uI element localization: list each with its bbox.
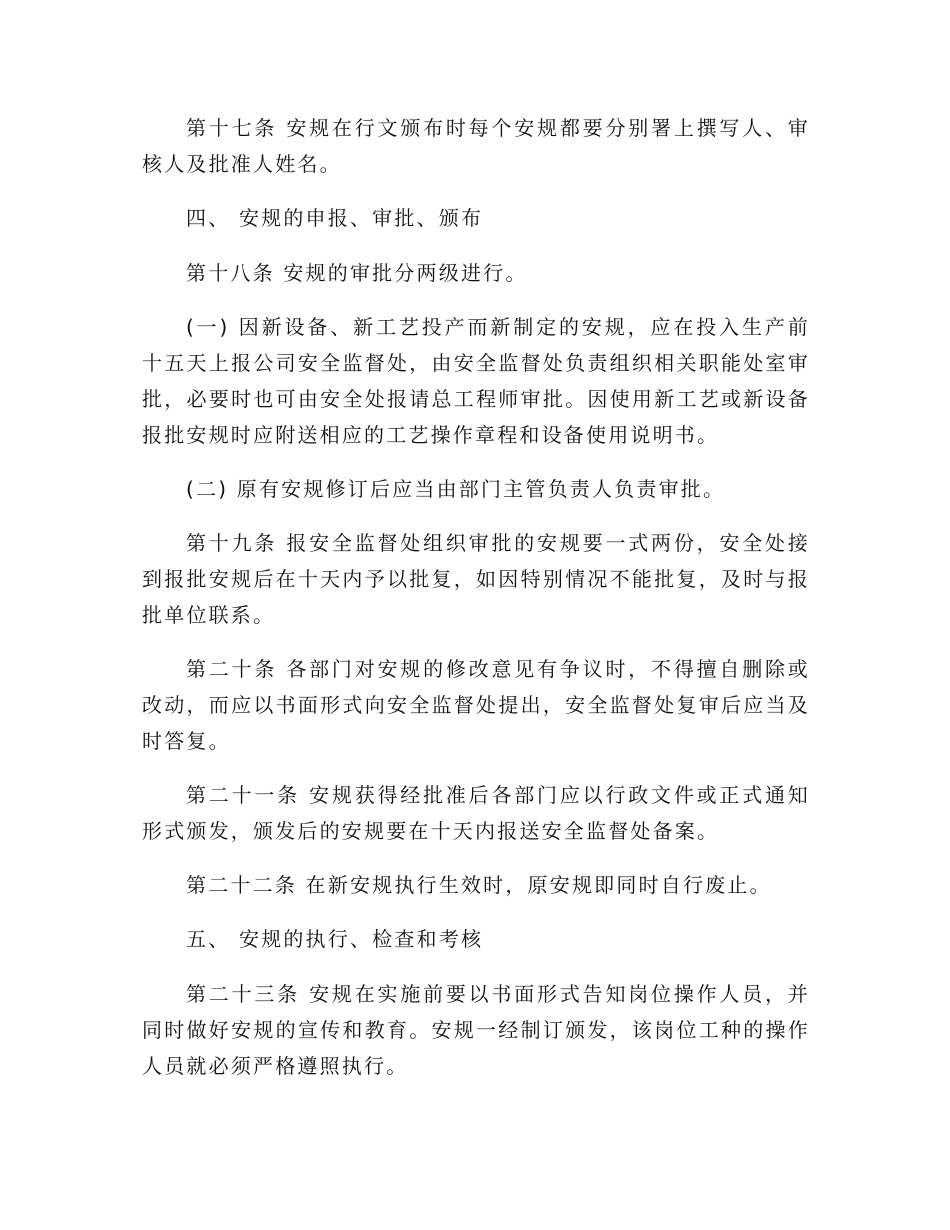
article-18-item-1-paragraph: (一) 因新设备、新工艺投产而新制定的安规，应在投入生产前十五天上报公司安全监督处，由安全监督处负责组织相关职能处室审批，必要时也可由安全处报请总工程师审批。因使用新工艺或新设备报批安规时应附送相应的工艺操作章程和设备使用说明书。 [142, 315, 810, 447]
article-23-paragraph: 第二十三条 安规在实施前要以书面形式告知岗位操作人员，并同时做好安规的宣传和教育。安规一经制订颁发，该岗位工种的操作人员就必须严格遵照执行。 [142, 982, 810, 1078]
article-18-paragraph: 第十八条 安规的审批分两级进行。 [186, 261, 528, 285]
article-21-paragraph: 第二十一条 安规获得经批准后各部门应以行政文件或正式通知形式颁发，颁发后的安规要在十天内报送安全监督处备案。 [142, 783, 810, 843]
article-18-item-2-paragraph: (二) 原有安规修订后应当由部门主管负责人负责审批。 [186, 477, 726, 501]
article-19-paragraph: 第十九条 报安全监督处组织审批的安规要一式两份，安全处接到报批安规后在十天内予以批复，如因特别情况不能批复，及时与报批单位联系。 [142, 531, 810, 627]
section-5-heading: 五、 安规的执行、检查和考核 [186, 927, 484, 951]
article-22-paragraph: 第二十二条 在新安规执行生效时，原安规即同时自行废止。 [186, 873, 772, 897]
article-20-paragraph: 第二十条 各部门对安规的修改意见有争议时，不得擅自删除或改动，而应以书面形式向安全监督处提出，安全监督处复审后应当及时答复。 [142, 657, 810, 753]
article-17-paragraph: 第十七条 安规在行文颁布时每个安规都要分别署上撰写人、审核人及批准人姓名。 [142, 116, 810, 176]
section-4-heading: 四、 安规的申报、审批、颁布 [186, 206, 484, 230]
